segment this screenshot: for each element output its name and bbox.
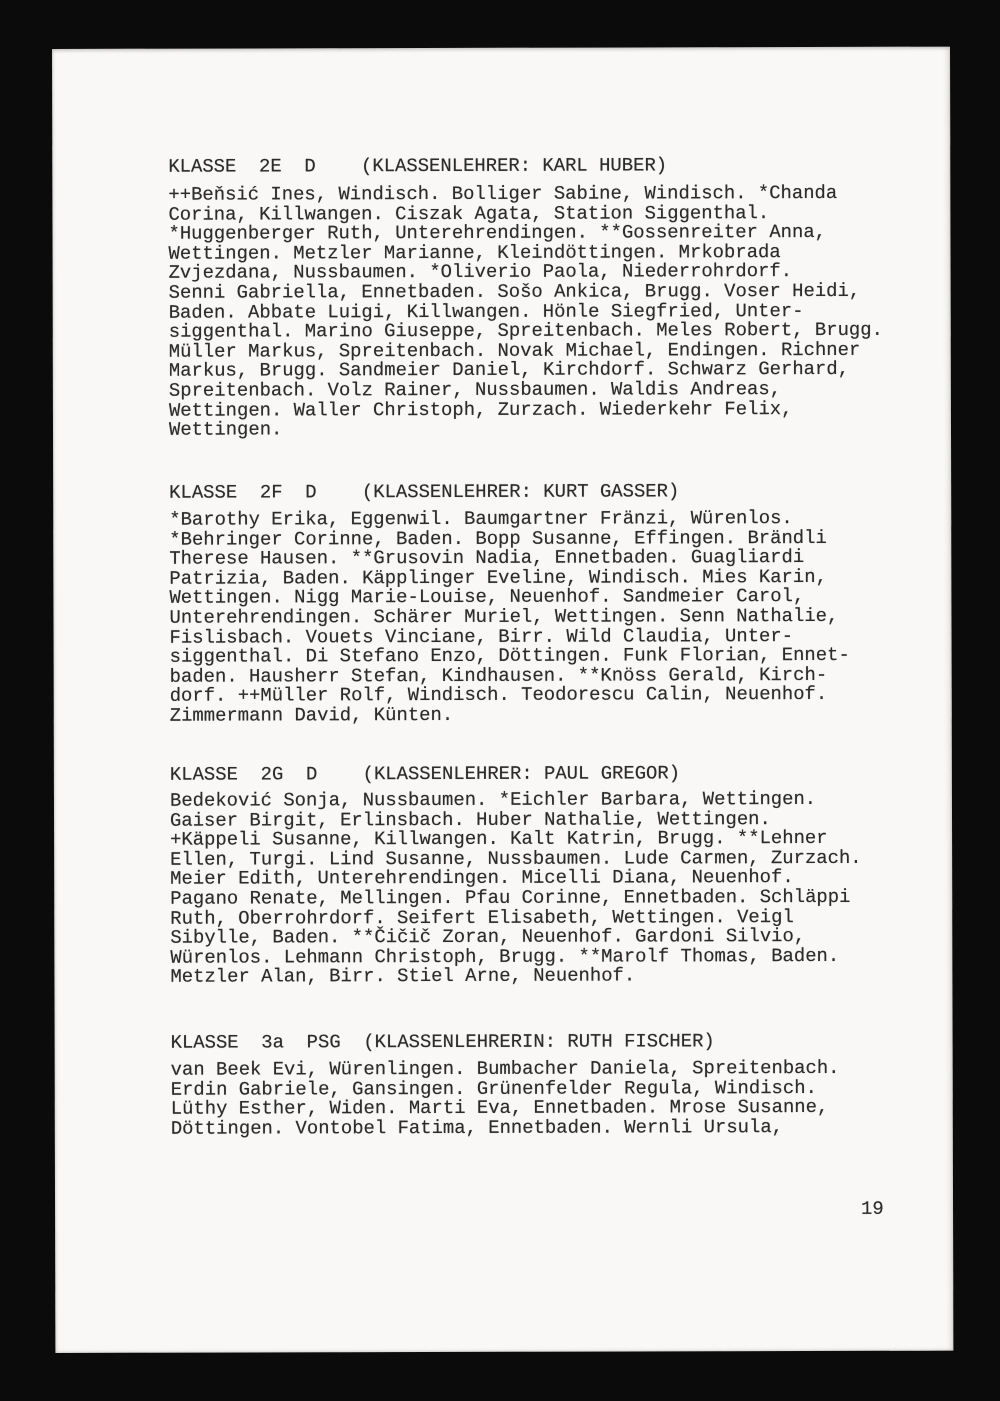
class-3a-header: KLASSE 3a PSG (KLASSENLEHRERIN: RUTH FISCHER)	[170, 1030, 715, 1054]
class-2g-header: KLASSE 2G D (KLASSENLEHRER: PAUL GREGOR)	[169, 762, 681, 786]
class-2f-roster: *Barothy Erika, Eggenwil. Baumgartner Fränzi, Würenlos. *Behringer Corinne, Baden. Bopp Susanne, Effingen. Brändli Therese Hausen. **Grusovin Nadia, Ennetbaden. Guagliardi Patrizia, Baden. Käpplinger Eveline, Windisch. Mies Karin, Wettingen. Nigg Marie-Louise, Neuenhof. Sandmeier Carol, Unterehrendingen. Schärer Muriel, Wettingen. Senn Nathalie, Fislisbach. Vouets Vinciane, Birr. Wild Claudia, Unter- siggenthal. Di Stefano Enzo, Döttingen. Funk Florian, Ennet- baden. Hausherr Stefan, Kindhausen. **Knöss Gerald, Kirch- dorf. ++Müller Rolf, Windisch. Teodorescu Calin, Neuenhof. Zimmermann David, Künten.	[169, 507, 850, 727]
class-3a-roster: van Beek Evi, Würenlingen. Bumbacher Daniela, Spreitenbach. Erdin Gabriele, Gansingen. Grünenfelder Regula, Windisch. Lüthy Esther, Widen. Marti Eva, Ennetbaden. Mrose Susanne, Döttingen. Vontobel Fatima, Ennetbaden. Wernli Ursula,	[170, 1056, 840, 1140]
class-2f-header: KLASSE 2F D (KLASSENLEHRER: KURT GASSER)	[169, 480, 680, 504]
class-2g-roster: Bedeković Sonja, Nussbaumen. *Eichler Barbara, Wettingen. Gaiser Birgit, Erlinsbach. Huber Nathalie, Wettingen. +Käppeli Susanne, Killwangen. Kalt Katrin, Brugg. **Lehner Ellen, Turgi. Lind Susanne, Nussbaumen. Lude Carmen, Zurzach. Meier Edith, Unterehrendingen. Micelli Diana, Neuenhof. Pagano Renate, Mellingen. Pfau Corinne, Ennetbaden. Schläppi Ruth, Oberrohrdorf. Seifert Elisabeth, Wettingen. Veigl Sibylle, Baden. **Čičič Zoran, Neuenhof. Gardoni Silvio, Würenlos. Lehmann Christoph, Brugg. **Marolf Thomas, Baden. Metzler Alan, Birr. Stiel Arne, Neuenhof.	[169, 788, 862, 989]
class-2e-header: KLASSE 2E D (KLASSENLEHRER: KARL HUBER)	[168, 154, 668, 178]
document-page	[52, 47, 953, 1353]
page-number: 19	[861, 1197, 884, 1220]
class-2e-roster: ++Beňsić Ines, Windisch. Bolliger Sabine, Windisch. *Chanda Corina, Killwangen. Ciszak Agata, Station Siggenthal. *Huggenberger Ruth, Unterehrendingen. **Gossenreiter Anna, Wettingen. Metzler Marianne, Kleindöttingen. Mrkobrada Zvjezdana, Nussbaumen. *Oliverio Paola, Niederrohrdorf. Senni Gabriella, Ennetbaden. Sošo Ankica, Brugg. Voser Heidi, Baden. Abbate Luigi, Killwangen. Hönle Siegfried, Unter- siggenthal. Marino Giuseppe, Spreitenbach. Meles Robert, Brugg. Müller Markus, Spreitenbach. Novak Michael, Endingen. Richner Markus, Brugg. Sandmeier Daniel, Kirchdorf. Schwarz Gerhard, Spreitenbach. Volz Rainer, Nussbaumen. Waldis Andreas, Wettingen. Waller Christoph, Zurzach. Wiederkehr Felix, Wettingen.	[168, 181, 883, 441]
